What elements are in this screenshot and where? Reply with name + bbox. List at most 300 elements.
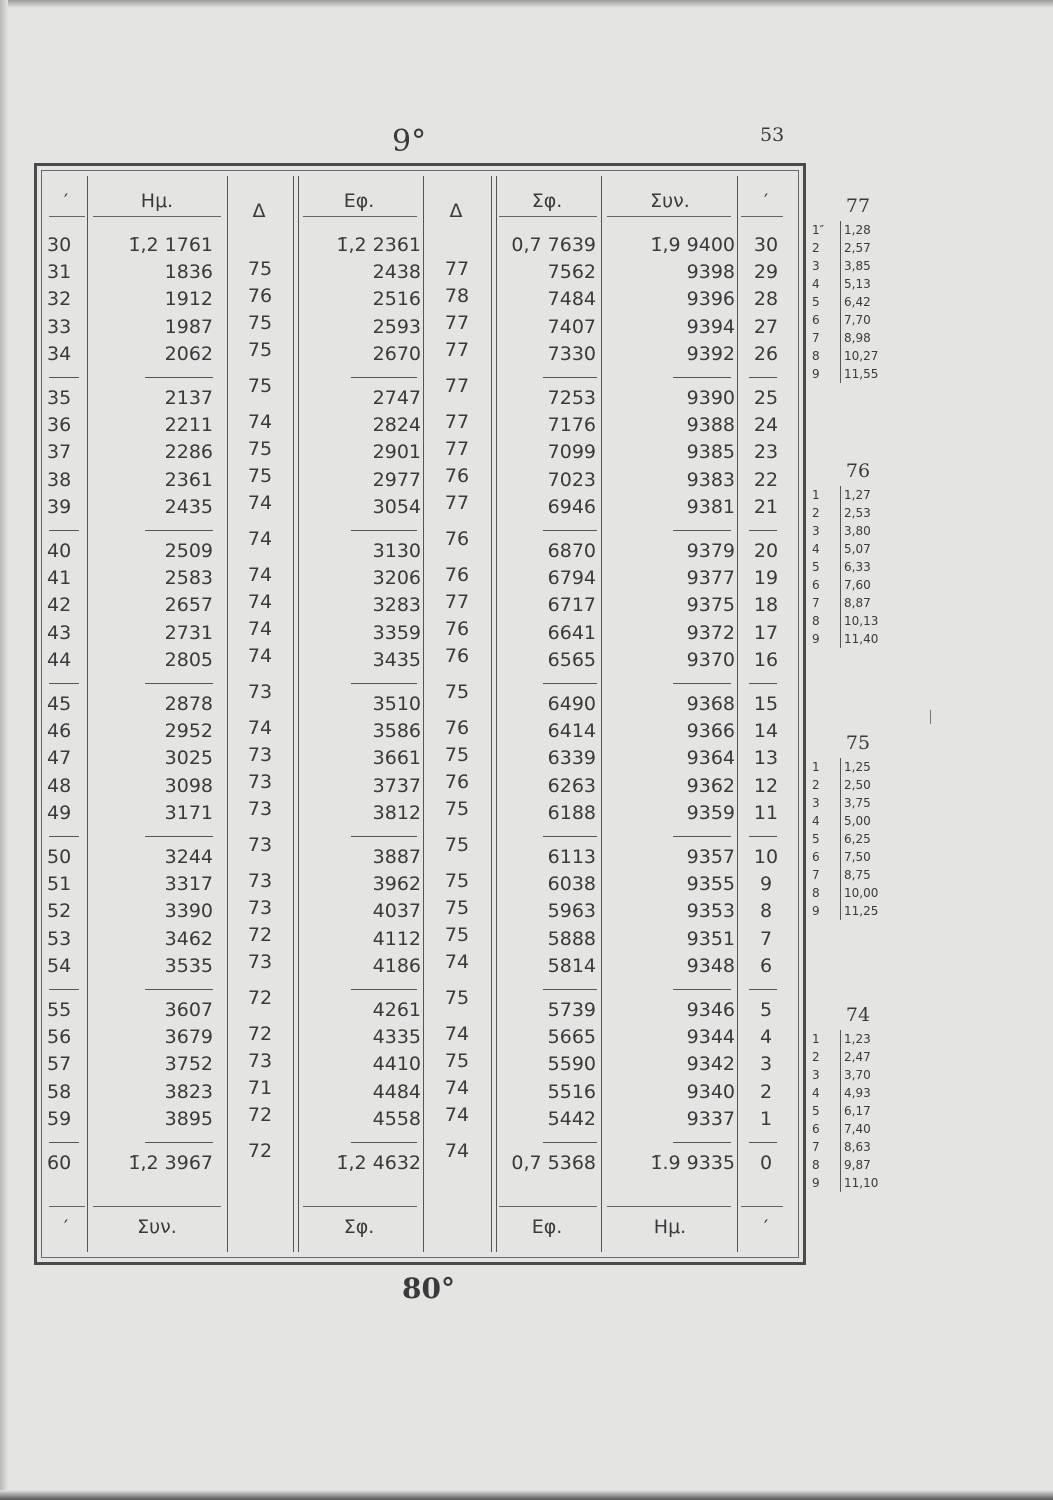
page-top-edge: [0, 0, 1053, 8]
cotangent-cell: 5739: [547, 999, 596, 1021]
sine-difference: 72: [247, 1022, 273, 1045]
sine-cell: 2361: [164, 468, 213, 491]
table-row: [37, 846, 809, 872]
header-hm: Ημ.: [140, 190, 174, 212]
pp-digit: 2: [812, 778, 820, 792]
pp-value: 10,13: [844, 614, 879, 628]
degree-heading-bottom: 80°: [402, 1272, 455, 1305]
tangent-cell: 4558: [372, 1107, 421, 1130]
cosine-cell: 9346: [686, 999, 735, 1021]
pp-value: 6,17: [844, 1104, 871, 1118]
pp-value: 8,63: [844, 1140, 871, 1154]
minute-cell: 54: [47, 954, 72, 977]
tangent-difference: 75: [444, 833, 470, 856]
group-separator: [749, 1142, 777, 1143]
pp-digit: 8: [812, 1158, 820, 1172]
proportional-parts-row: [808, 814, 908, 832]
group-separator: [49, 683, 79, 684]
stray-mark: [930, 710, 931, 724]
proportional-parts-row: [808, 331, 908, 349]
proportional-parts-row: [808, 1176, 908, 1194]
sine-cell: 3535: [164, 954, 213, 977]
minute-cell: 44: [47, 648, 72, 671]
table-row: [37, 693, 809, 719]
pp-value: 3,80: [844, 524, 871, 538]
tangent-cell: 4112: [372, 927, 421, 950]
pp-digit: 9: [812, 367, 820, 381]
tangent-difference: 77: [444, 492, 470, 515]
minute-complement-cell: 9: [759, 873, 773, 896]
tangent-cell: 2516: [372, 288, 421, 311]
minute-complement-cell: 13: [753, 747, 779, 770]
minute-complement-cell: 0: [759, 1152, 773, 1174]
cosine-cell: 9342: [686, 1053, 735, 1076]
table-row: [37, 775, 809, 801]
minute-cell: 53: [47, 927, 72, 950]
cosine-cell: 9381: [686, 495, 735, 518]
sine-cell: 3823: [164, 1080, 213, 1103]
pp-value: 5,13: [844, 277, 871, 291]
table-row: [37, 567, 809, 593]
tangent-cell: 4484: [372, 1080, 421, 1103]
group-separator: [543, 377, 597, 378]
sine-cell: 2952: [164, 720, 213, 743]
sine-difference: 75: [247, 465, 273, 487]
table-row: [37, 1152, 809, 1178]
minute-cell: 58: [47, 1080, 72, 1103]
proportional-parts-heading: 74: [845, 1004, 871, 1026]
footer-rule: [93, 1206, 221, 1207]
pp-digit: 8: [812, 886, 820, 900]
pp-value: 2,50: [844, 778, 871, 792]
pp-value: 1,28: [844, 223, 871, 237]
minute-complement-cell: 17: [753, 621, 779, 644]
header-syn: Συν.: [650, 190, 690, 212]
minute-cell: 59: [47, 1107, 72, 1130]
minute-complement-cell: 3: [759, 1053, 773, 1076]
header-sf: Σφ.: [531, 190, 563, 212]
table-row: [37, 343, 809, 369]
footer-rule: [499, 1206, 597, 1207]
pp-digit: 6: [812, 313, 820, 327]
minute-cell: 51: [47, 873, 72, 896]
pp-digit: 7: [812, 1140, 820, 1154]
sine-cell: 1̄,2 1761: [128, 234, 213, 256]
sine-cell: 3390: [164, 900, 213, 923]
tangent-cell: 3435: [372, 648, 421, 671]
sine-difference: 75: [247, 339, 273, 362]
footer-sf: Εφ.: [531, 1216, 563, 1238]
group-separator: [351, 989, 417, 990]
minute-cell: 43: [47, 621, 72, 644]
tangent-cell: 3812: [372, 801, 421, 824]
tangent-difference: 75: [444, 680, 470, 703]
footer-rmin: ′: [763, 1216, 769, 1238]
sine-difference: 72: [247, 1104, 273, 1127]
minute-complement-cell: 18: [753, 594, 779, 617]
cotangent-cell: 6717: [547, 594, 596, 617]
cotangent-cell: 0,7 7639: [511, 234, 596, 256]
footer-hm: Συν.: [137, 1216, 177, 1238]
pp-value: 6,25: [844, 832, 871, 846]
sine-difference: 74: [247, 563, 273, 586]
cosine-cell: 9353: [686, 900, 735, 923]
tangent-cell: 4037: [372, 900, 421, 923]
group-separator: [145, 530, 213, 531]
pp-digit: 5: [812, 295, 820, 309]
header-rule: [499, 216, 597, 217]
header-delta-2: Δ: [449, 200, 463, 222]
pp-value: 6,33: [844, 560, 871, 574]
minute-cell: 33: [47, 315, 72, 338]
tangent-cell: 2670: [372, 342, 421, 365]
proportional-parts-row: [808, 596, 908, 614]
tangent-difference: 77: [444, 257, 470, 280]
table-row: [37, 288, 809, 314]
minute-cell: 32: [47, 288, 72, 311]
group-separator: [145, 836, 213, 837]
tangent-difference: 74: [444, 1104, 470, 1127]
cotangent-cell: 7562: [547, 261, 596, 284]
table-row: [37, 316, 809, 342]
proportional-parts-row: [808, 614, 908, 632]
pp-digit: 5: [812, 832, 820, 846]
tangent-difference: 75: [444, 986, 470, 1009]
table-row: [37, 622, 809, 648]
footer-rule: [49, 1206, 85, 1207]
cosine-cell: 9355: [686, 873, 735, 896]
minute-complement-cell: 8: [759, 900, 773, 923]
proportional-parts-row: [808, 241, 908, 259]
pp-value: 3,70: [844, 1068, 871, 1082]
pp-digit: 5: [812, 1104, 820, 1118]
table-row: [37, 955, 809, 981]
proportional-parts-row: [808, 760, 908, 778]
minute-complement-cell: 19: [753, 567, 779, 590]
table-row: [37, 1081, 809, 1107]
tangent-cell: 3661: [372, 747, 421, 770]
cotangent-cell: 6113: [547, 846, 596, 868]
cotangent-cell: 5888: [547, 927, 596, 950]
tangent-difference: 76: [444, 527, 470, 550]
group-separator: [49, 377, 79, 378]
sine-difference: 75: [247, 257, 273, 280]
proportional-parts-row: [808, 1104, 908, 1122]
pp-value: 5,00: [844, 814, 871, 828]
minute-complement-cell: 20: [753, 540, 779, 562]
cotangent-cell: 6414: [547, 720, 596, 743]
sine-cell: 2286: [164, 441, 213, 464]
proportional-parts-row: [808, 560, 908, 578]
sine-cell: 2509: [164, 540, 213, 562]
pp-value: 4,93: [844, 1086, 871, 1100]
sine-cell: 3025: [164, 747, 213, 770]
pp-digit: 9: [812, 904, 820, 918]
minute-cell: 30: [47, 234, 72, 256]
sine-difference: 72: [247, 1139, 273, 1162]
pp-digit: 7: [812, 331, 820, 345]
proportional-parts-row: [808, 886, 908, 904]
minute-cell: 48: [47, 774, 72, 797]
pp-value: 8,87: [844, 596, 871, 610]
tangent-difference: 76: [444, 465, 470, 487]
pp-value: 3,85: [844, 259, 871, 273]
tangent-cell: 3737: [372, 774, 421, 797]
footer-rule: [303, 1206, 417, 1207]
sine-cell: 2731: [164, 621, 213, 644]
table-row: [37, 1108, 809, 1134]
tangent-difference: 74: [444, 1077, 470, 1099]
cotangent-cell: 6339: [547, 747, 596, 770]
minute-complement-cell: 6: [759, 954, 773, 977]
pp-value: 1,23: [844, 1032, 871, 1046]
header-rule: [741, 216, 783, 217]
sine-difference: 72: [247, 924, 273, 946]
proportional-parts-row: [808, 1158, 908, 1176]
cotangent-cell: 7023: [547, 468, 596, 491]
table-row: [37, 1053, 809, 1079]
group-separator: [351, 683, 417, 684]
cotangent-cell: 7330: [547, 342, 596, 365]
proportional-parts-row: [808, 295, 908, 313]
cotangent-cell: 7176: [547, 414, 596, 437]
group-separator: [145, 377, 213, 378]
tangent-difference: 77: [444, 339, 470, 362]
table-row: [37, 720, 809, 746]
minute-complement-cell: 11: [753, 801, 779, 824]
pp-digit: 7: [812, 596, 820, 610]
minute-complement-cell: 4: [759, 1026, 773, 1049]
pp-digit: 3: [812, 524, 820, 538]
sine-cell: 3752: [164, 1053, 213, 1076]
tangent-cell: 4335: [372, 1026, 421, 1049]
tangent-cell: 3359: [372, 621, 421, 644]
sine-difference: 75: [247, 374, 273, 397]
cotangent-cell: 6565: [547, 648, 596, 671]
proportional-parts-row: [808, 578, 908, 596]
pp-digit: 4: [812, 814, 820, 828]
trig-log-table: [34, 163, 806, 1265]
minute-complement-cell: 16: [753, 648, 779, 671]
pp-value: 6,42: [844, 295, 871, 309]
sine-cell: 1̄,2 3967: [128, 1152, 213, 1174]
cosine-cell: 9366: [686, 720, 735, 743]
proportional-parts-row: [808, 488, 908, 506]
cosine-cell: 9379: [686, 540, 735, 562]
group-separator: [543, 530, 597, 531]
sine-cell: 2435: [164, 495, 213, 518]
minute-cell: 49: [47, 801, 72, 824]
minute-complement-cell: 7: [759, 927, 773, 950]
table-row: [37, 900, 809, 926]
proportional-parts-row: [808, 277, 908, 295]
sine-cell: 2137: [164, 387, 213, 409]
table-row: [37, 802, 809, 828]
table-row: [37, 414, 809, 440]
group-separator: [673, 836, 731, 837]
header-rmin: ′: [763, 190, 769, 212]
proportional-parts-row: [808, 904, 908, 922]
group-separator: [543, 1142, 597, 1143]
proportional-parts-row: [808, 868, 908, 886]
table-row: [37, 469, 809, 495]
proportional-parts-row: [808, 223, 908, 241]
proportional-parts-row: [808, 1122, 908, 1140]
group-separator: [749, 989, 777, 990]
sine-cell: 3462: [164, 927, 213, 950]
sine-cell: 1987: [164, 315, 213, 338]
header-rule: [607, 216, 731, 217]
proportional-parts-row: [808, 1140, 908, 1158]
group-separator: [49, 989, 79, 990]
tangent-cell: 2593: [372, 315, 421, 338]
cosine-cell: 9364: [686, 747, 735, 770]
cosine-cell: 9359: [686, 801, 735, 824]
pp-value: 7,50: [844, 850, 871, 864]
minute-cell: 38: [47, 468, 72, 491]
tangent-difference: 75: [444, 924, 470, 946]
tangent-cell: 3586: [372, 720, 421, 743]
minute-cell: 55: [47, 999, 72, 1021]
cosine-cell: 9357: [686, 846, 735, 868]
sine-difference: 73: [247, 680, 273, 703]
proportional-parts-row: [808, 778, 908, 796]
pp-digit: 3: [812, 1068, 820, 1082]
group-separator: [673, 1142, 731, 1143]
cosine-cell: 9351: [686, 927, 735, 950]
sine-difference: 73: [247, 743, 273, 766]
minute-cell: 46: [47, 720, 72, 743]
cotangent-cell: 6188: [547, 801, 596, 824]
minute-cell: 37: [47, 441, 72, 464]
minute-cell: 45: [47, 693, 72, 715]
pp-value: 3,75: [844, 796, 871, 810]
cosine-cell: 9344: [686, 1026, 735, 1049]
pp-value: 2,53: [844, 506, 871, 520]
cotangent-cell: 6946: [547, 495, 596, 518]
sine-cell: 3171: [164, 801, 213, 824]
page-number: 53: [760, 124, 785, 146]
pp-value: 10,27: [844, 349, 879, 363]
minute-cell: 34: [47, 342, 72, 365]
tangent-cell: 2438: [372, 261, 421, 284]
tangent-cell: 4261: [372, 999, 421, 1021]
table-row: [37, 496, 809, 522]
tangent-difference: 75: [444, 798, 470, 821]
sine-difference: 75: [247, 312, 273, 334]
tangent-cell: 3510: [372, 693, 421, 715]
pp-value: 5,07: [844, 542, 871, 556]
tangent-difference: 76: [444, 618, 470, 640]
group-separator: [145, 683, 213, 684]
cosine-cell: 9388: [686, 414, 735, 437]
tangent-difference: 74: [444, 951, 470, 974]
tangent-cell: 2747: [372, 387, 421, 409]
pp-value: 1,27: [844, 488, 871, 502]
minute-cell: 47: [47, 747, 72, 770]
pp-value: 8,75: [844, 868, 871, 882]
cotangent-cell: 7099: [547, 441, 596, 464]
tangent-cell: 2901: [372, 441, 421, 464]
cotangent-cell: 6263: [547, 774, 596, 797]
group-separator: [673, 683, 731, 684]
cotangent-cell: 6038: [547, 873, 596, 896]
tangent-cell: 4410: [372, 1053, 421, 1076]
minute-cell: 57: [47, 1053, 72, 1076]
table-row: [37, 747, 809, 773]
group-separator: [543, 989, 597, 990]
proportional-parts-row: [808, 850, 908, 868]
group-separator: [145, 1142, 213, 1143]
group-separator: [49, 1142, 79, 1143]
tangent-difference: 77: [444, 437, 470, 460]
pp-value: 2,57: [844, 241, 871, 255]
pp-value: 7,70: [844, 313, 871, 327]
sine-cell: 2805: [164, 648, 213, 671]
cotangent-cell: 5590: [547, 1053, 596, 1076]
cosine-cell: 9394: [686, 315, 735, 338]
sine-difference: 73: [247, 1049, 273, 1072]
sine-difference: 74: [247, 645, 273, 668]
group-separator: [749, 683, 777, 684]
sine-cell: 3317: [164, 873, 213, 896]
pp-value: 8,98: [844, 331, 871, 345]
cotangent-cell: 6641: [547, 621, 596, 644]
cotangent-cell: 7253: [547, 387, 596, 409]
cotangent-cell: 6794: [547, 567, 596, 590]
group-separator: [673, 530, 731, 531]
page-bottom-edge: [0, 1490, 1053, 1500]
cosine-cell: 9390: [686, 387, 735, 409]
tangent-difference: 74: [444, 1022, 470, 1045]
group-separator: [145, 989, 213, 990]
group-separator: [749, 836, 777, 837]
footer-min: ′: [63, 1216, 69, 1238]
pp-digit: 2: [812, 241, 820, 255]
pp-digit: 5: [812, 560, 820, 574]
cotangent-cell: 5963: [547, 900, 596, 923]
sine-difference: 71: [247, 1077, 273, 1099]
sine-difference: 72: [247, 986, 273, 1009]
pp-digit: 4: [812, 1086, 820, 1100]
tangent-cell: 1̄,2 2361: [336, 234, 421, 256]
tangent-difference: 77: [444, 374, 470, 397]
group-separator: [351, 377, 417, 378]
tangent-cell: 3206: [372, 567, 421, 590]
minute-cell: 50: [47, 846, 72, 868]
minute-complement-cell: 2: [759, 1080, 773, 1103]
minute-complement-cell: 22: [753, 468, 779, 491]
pp-value: 7,40: [844, 1122, 871, 1136]
tangent-difference: 75: [444, 896, 470, 919]
sine-cell: 1912: [164, 288, 213, 311]
sine-difference: 74: [247, 410, 273, 433]
pp-digit: 6: [812, 850, 820, 864]
cosine-cell: 9375: [686, 594, 735, 617]
minute-complement-cell: 21: [753, 495, 779, 518]
minute-complement-cell: 24: [753, 414, 779, 437]
proportional-parts-row: [808, 1050, 908, 1068]
footer-rule: [607, 1206, 731, 1207]
header-rule: [303, 216, 417, 217]
tangent-cell: 2824: [372, 414, 421, 437]
header-rule: [49, 216, 85, 217]
cotangent-cell: 6490: [547, 693, 596, 715]
footer-ef: Σφ.: [343, 1216, 375, 1238]
cosine-cell: 9372: [686, 621, 735, 644]
cosine-cell: 9398: [686, 261, 735, 284]
table-row: [37, 999, 809, 1025]
